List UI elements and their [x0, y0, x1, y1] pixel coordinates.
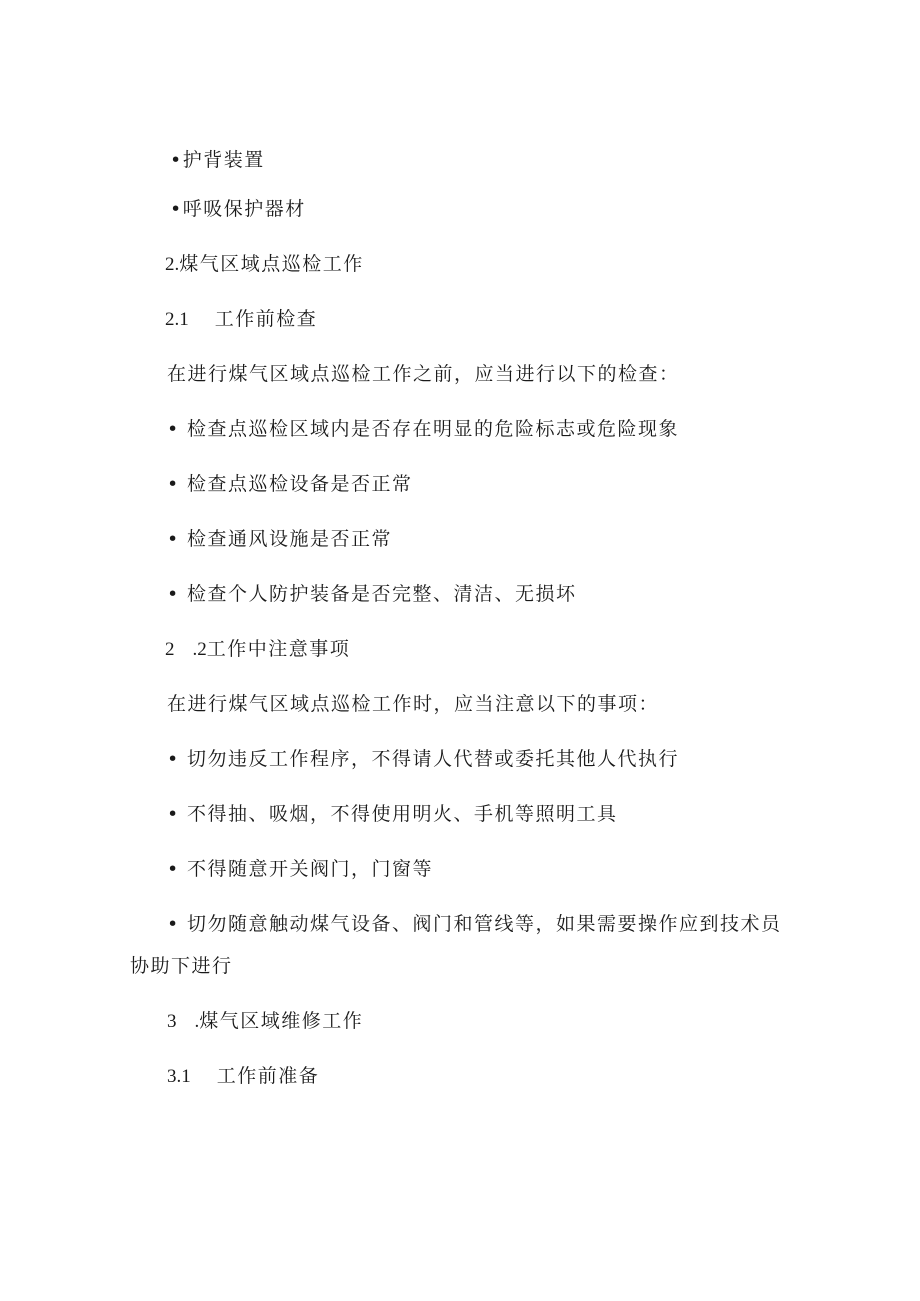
list-item [167, 747, 679, 771]
subsection-number: 3.1 [167, 1066, 191, 1087]
paragraph-text: 在进行煤气区域点巡检工作之前，应当进行以下的检查： [167, 363, 680, 385]
list-item [167, 472, 413, 496]
list-item-text: 切勿违反工作程序，不得请人代替或委托其他人代执行 [187, 748, 680, 770]
section-title: 煤气区域点巡检工作 [179, 253, 364, 275]
list-item-text: 呼吸保护器材 [182, 198, 306, 220]
list-item-text: 护背装置 [182, 149, 265, 171]
list-item-text: 检查通风设施是否正常 [187, 528, 393, 550]
list-item [170, 197, 306, 221]
list-item-text: 检查点巡检设备是否正常 [187, 473, 413, 495]
list-item-text: 检查点巡检区域内是否存在明显的危险标志或危险现象 [187, 418, 680, 440]
section-number: 3 [167, 1011, 177, 1032]
section-number: 2. [165, 254, 180, 275]
list-item-text: 切勿随意触动煤气设备、阀门和管线等，如果需要操作应到技术员 [187, 913, 782, 935]
subsection-heading [167, 1064, 319, 1089]
subsection-number-suffix: .2 [192, 639, 207, 660]
list-item-continuation [130, 954, 233, 978]
paragraph-text: 在进行煤气区域点巡检工作时，应当注意以下的事项： [167, 693, 660, 715]
bullet: • [167, 913, 180, 935]
list-item [170, 148, 265, 172]
list-item-text: 检查个人防护装备是否完整、清洁、无损坏 [187, 583, 577, 605]
bullet: • [167, 583, 180, 605]
bullet: • [167, 858, 180, 880]
list-item [167, 802, 618, 826]
subsection-number: 2.1 [165, 309, 189, 330]
list-item-text: 不得随意开关阀门，门窗等 [187, 858, 434, 880]
list-item [167, 582, 577, 606]
list-item-text: 协助下进行 [130, 955, 233, 977]
bullet: • [167, 418, 180, 440]
bullet: • [170, 198, 183, 220]
bullet: • [167, 528, 180, 550]
list-item [167, 857, 433, 881]
subsection-title: 工作前检查 [214, 308, 318, 330]
subsection-heading [165, 637, 350, 662]
bullet: • [167, 803, 180, 825]
list-item [167, 417, 679, 441]
section-heading [165, 252, 364, 277]
bullet: • [167, 473, 180, 495]
subsection-number: 2 [165, 639, 175, 660]
section-number-suffix: . [194, 1011, 200, 1032]
list-item [167, 527, 392, 551]
section-title: 煤气区域维修工作 [199, 1010, 364, 1032]
list-item [167, 912, 782, 936]
subsection-title: 工作中注意事项 [206, 638, 351, 660]
paragraph [167, 692, 659, 716]
subsection-heading [165, 307, 317, 332]
bullet: • [167, 748, 180, 770]
subsection-title: 工作前准备 [216, 1065, 320, 1087]
list-item-text: 不得抽、吸烟，不得使用明火、手机等照明工具 [187, 803, 618, 825]
section-heading [167, 1009, 363, 1034]
bullet: • [170, 149, 183, 171]
paragraph [167, 362, 680, 386]
